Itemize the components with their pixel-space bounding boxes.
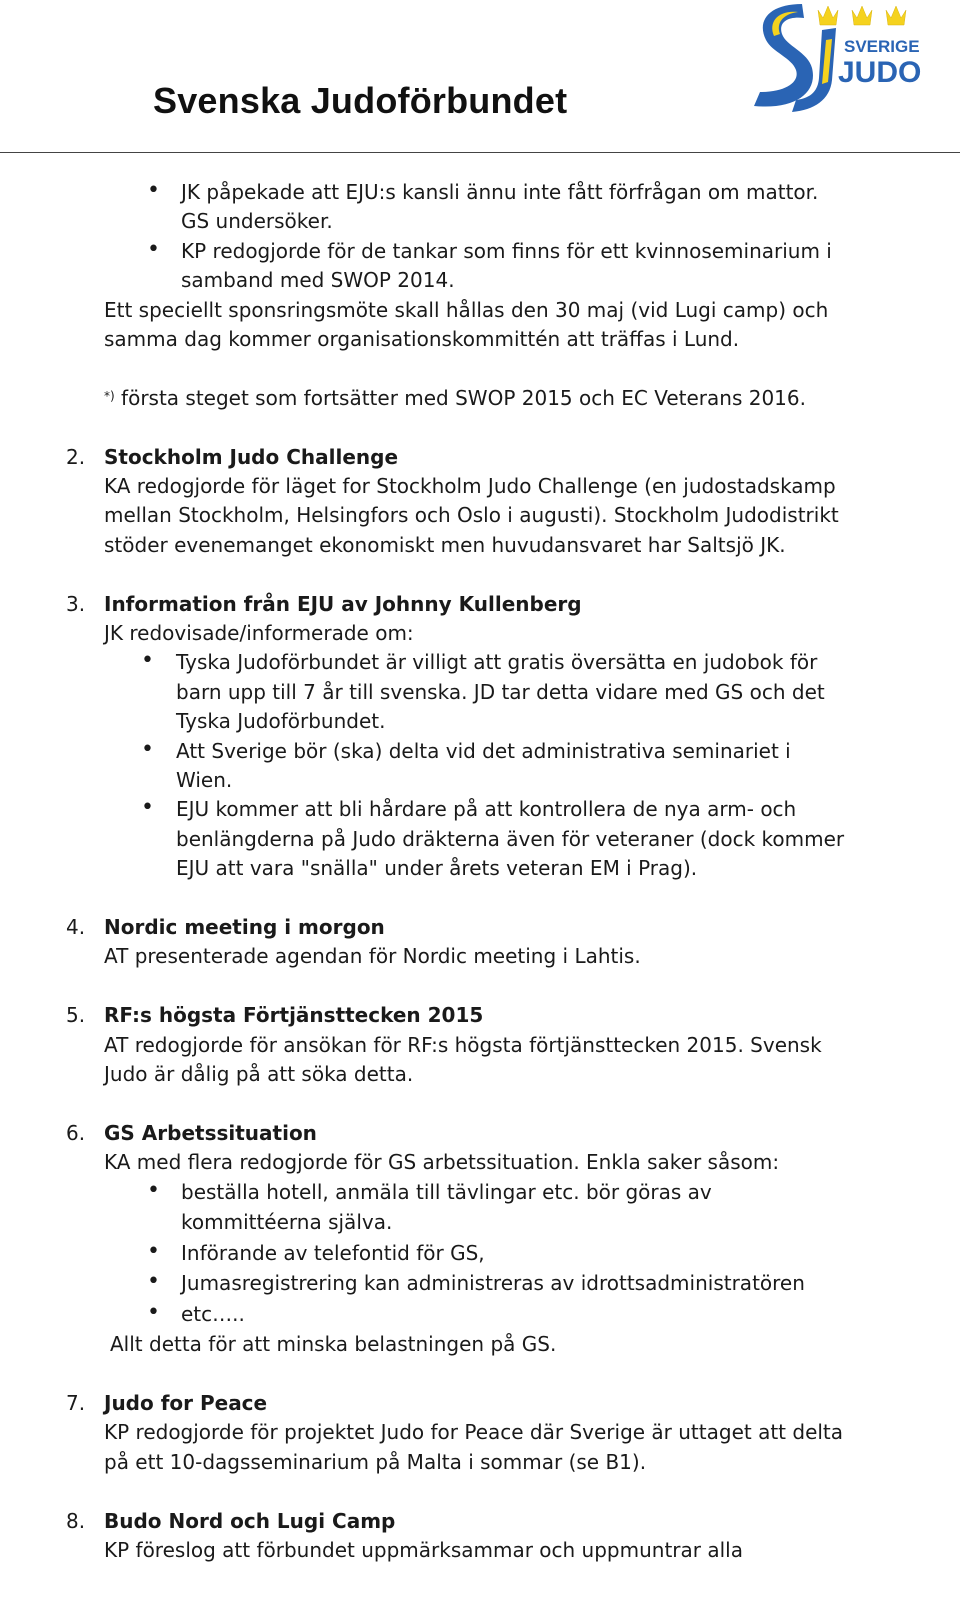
item-body-text: KP redogjorde för projektet Judo for Peace där Sverige är uttaget att delta: [104, 1420, 844, 1445]
organization-title: Svenska Judoförbundet: [153, 80, 568, 121]
bullet-text: KP redogjorde för de tankar som finns för ett kvinnoseminarium i: [181, 238, 832, 263]
bullet-text: EJU kommer att bli hårdare på att kontrollera de nya arm- och: [176, 797, 797, 822]
item-heading: Judo for Peace: [104, 1390, 268, 1415]
bullet-icon: •: [147, 1177, 160, 1203]
bullet-text: EJU att vara "snälla" under årets veteran EM i Prag).: [176, 856, 698, 881]
bullet-text: GS undersöker.: [181, 209, 333, 234]
item-number: 3.: [66, 591, 86, 616]
logo-text-top: SVERIGE: [844, 37, 920, 56]
bullet-icon: •: [141, 736, 154, 762]
logo-text-bottom: JUDO: [838, 56, 922, 89]
item-heading: Nordic meeting i morgon: [104, 915, 385, 939]
item-heading: Information från EJU av Johnny Kullenberg: [104, 591, 582, 616]
bullet-text: Jumasregistrering kan administreras av idrottsadministratören: [181, 1271, 805, 1296]
bullet-text: samband med SWOP 2014.: [181, 268, 455, 293]
item-body-text: AT presenterade agendan för Nordic meeting i Lahtis.: [104, 944, 641, 969]
bullet-text: barn upp till 7 år till svenska. JD tar detta vidare med GS och det: [176, 679, 825, 704]
bullet-text: Att Sverige bör (ska) delta vid det administrativa seminariet i: [176, 738, 791, 763]
item-body-text: KA med flera redogjorde för GS arbetssituation. Enkla saker såsom:: [104, 1150, 780, 1175]
bullet-text: kommittéerna själva.: [181, 1210, 393, 1235]
item-heading: Stockholm Judo Challenge: [104, 444, 399, 469]
item-heading: GS Arbetssituation: [104, 1120, 317, 1145]
crown-icon: [818, 6, 906, 25]
bullet-text: Tyska Judoförbundet.: [176, 709, 386, 734]
item-body-text: KP föreslog att förbundet uppmärksammar och uppmuntrar alla: [104, 1537, 743, 1562]
bullet-text: etc…..: [181, 1301, 245, 1326]
bullet-icon: •: [147, 178, 160, 203]
item-number: 2.: [66, 444, 86, 469]
bullet-text: JK påpekade att EJU:s kansli ännu inte fått förfrågan om mattor.: [181, 180, 819, 204]
paragraph-text: Ett speciellt sponsringsmöte skall hållas den 30 maj (vid Lugi camp) och: [104, 297, 829, 322]
item-body-text: Judo är dålig på att söka detta.: [104, 1062, 414, 1086]
item-body-text: på ett 10-dagsseminarium på Malta i sommar (se B1).: [104, 1449, 647, 1474]
item-body-text: KA redogjorde för läget for Stockholm Judo Challenge (en judostadskamp: [104, 474, 836, 498]
bullet-icon: •: [147, 1269, 160, 1295]
item-number: 4.: [66, 915, 86, 939]
bullet-icon: •: [141, 795, 154, 821]
bullet-icon: •: [147, 1299, 160, 1325]
item-body-text: stöder evenemanget ekonomiskt men huvudansvaret har Saltsjö JK.: [104, 532, 786, 557]
footnote-marker: *): [104, 388, 115, 403]
footnote: [104, 384, 806, 412]
item-body-text: Allt detta för att minska belastningen på GS.: [110, 1332, 557, 1357]
bullet-text: benlängderna på Judo dräkterna även för veteraner (dock kommer: [176, 826, 845, 851]
bullet-text: Tyska Judoförbundet är villigt att gratis översätta en judobok för: [176, 650, 818, 675]
header-divider: [0, 152, 960, 153]
sverige-judo-logo: [752, 0, 924, 118]
item-body-text: mellan Stockholm, Helsingfors och Oslo i augusti). Stockholm Judodistrikt: [104, 503, 839, 528]
paragraph-text: samma dag kommer organisationskommittén att träffas i Lund.: [104, 327, 740, 351]
footnote-text: första steget som fortsätter med SWOP 2015 och EC Veterans 2016.: [114, 385, 806, 410]
item-body-text: AT redogjorde för ansökan för RF:s högsta förtjänsttecken 2015. Svensk: [104, 1032, 822, 1057]
item-number: 6.: [66, 1120, 86, 1145]
bullet-icon: •: [147, 1238, 160, 1264]
item-body-text: JK redovisade/informerade om:: [104, 621, 414, 645]
bullet-text: beställa hotell, anmäla till tävlingar etc. bör göras av: [181, 1179, 712, 1204]
item-heading: RF:s högsta Förtjänsttecken 2015: [104, 1003, 484, 1028]
item-number: 5.: [66, 1003, 86, 1028]
item-number: 8.: [66, 1508, 86, 1533]
bullet-icon: •: [141, 648, 154, 674]
bullet-icon: •: [147, 236, 160, 262]
item-heading: Budo Nord och Lugi Camp: [104, 1508, 396, 1533]
bullet-text: Införande av telefontid för GS,: [181, 1240, 485, 1265]
bullet-text: Wien.: [176, 768, 233, 792]
item-number: 7.: [66, 1390, 86, 1415]
